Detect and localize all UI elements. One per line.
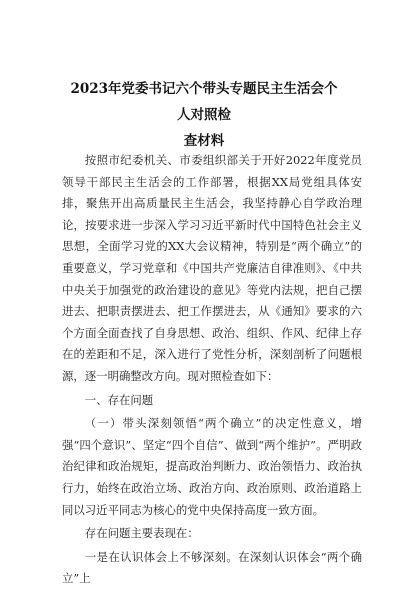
problems-heading: 存在问题主要表现在： bbox=[84, 526, 199, 541]
document-title bbox=[70, 76, 338, 154]
title-line-1: 2023年党委书记六个带头专题民主生活会个人对照检 bbox=[70, 81, 338, 123]
section-heading: 一、存在问题 bbox=[84, 392, 154, 407]
document-body bbox=[62, 150, 362, 590]
first-problem-paragraph: 一是在认识体会上不够深刻。在深刻认识体会“两个确立”上 bbox=[62, 549, 362, 586]
subsection-paragraph: （一）带头深刻领悟“两个确立”的决定性意义，增强“四个意识”、坚定“四个自信”、做到“两个维护”。严明政治纪律和政治规矩，提高政治判断力、政治领悟力、政治执行力，始终在政治立场、政治方向、政治原则、政治道路上同以习近平同志为核心的党中央保持高度一致方面。 bbox=[62, 416, 362, 517]
intro-paragraph: 按照市纪委机关、市委组织部关于开好2022年度党员领导干部民主生活会的工作部署，根据XX局党组具体安排，聚焦开出高质量民主生活会，我坚持静心自学政治理论，按要求进一步深入学习习近平新时代中国特色社会主义思想，全面学习党的XX大会议精神，特别是“两个确立”的重要意义，学习党章和《中国共产党廉洁自律准则》、《中共中央关于加强党的政治建设的意见》等党内法规，把自己摆进去、把职责摆进去、把工作摆进去，从《通知》要求的六个方面全面查找了自身思想、政治、组织、作风、纪律上存在的差距和不足，深入进行了党性分析，深刻剖析了问题根源，逐一明确整改方向。现对照检查如下： bbox=[62, 153, 362, 383]
title-line-2: 查材料 bbox=[183, 133, 225, 149]
